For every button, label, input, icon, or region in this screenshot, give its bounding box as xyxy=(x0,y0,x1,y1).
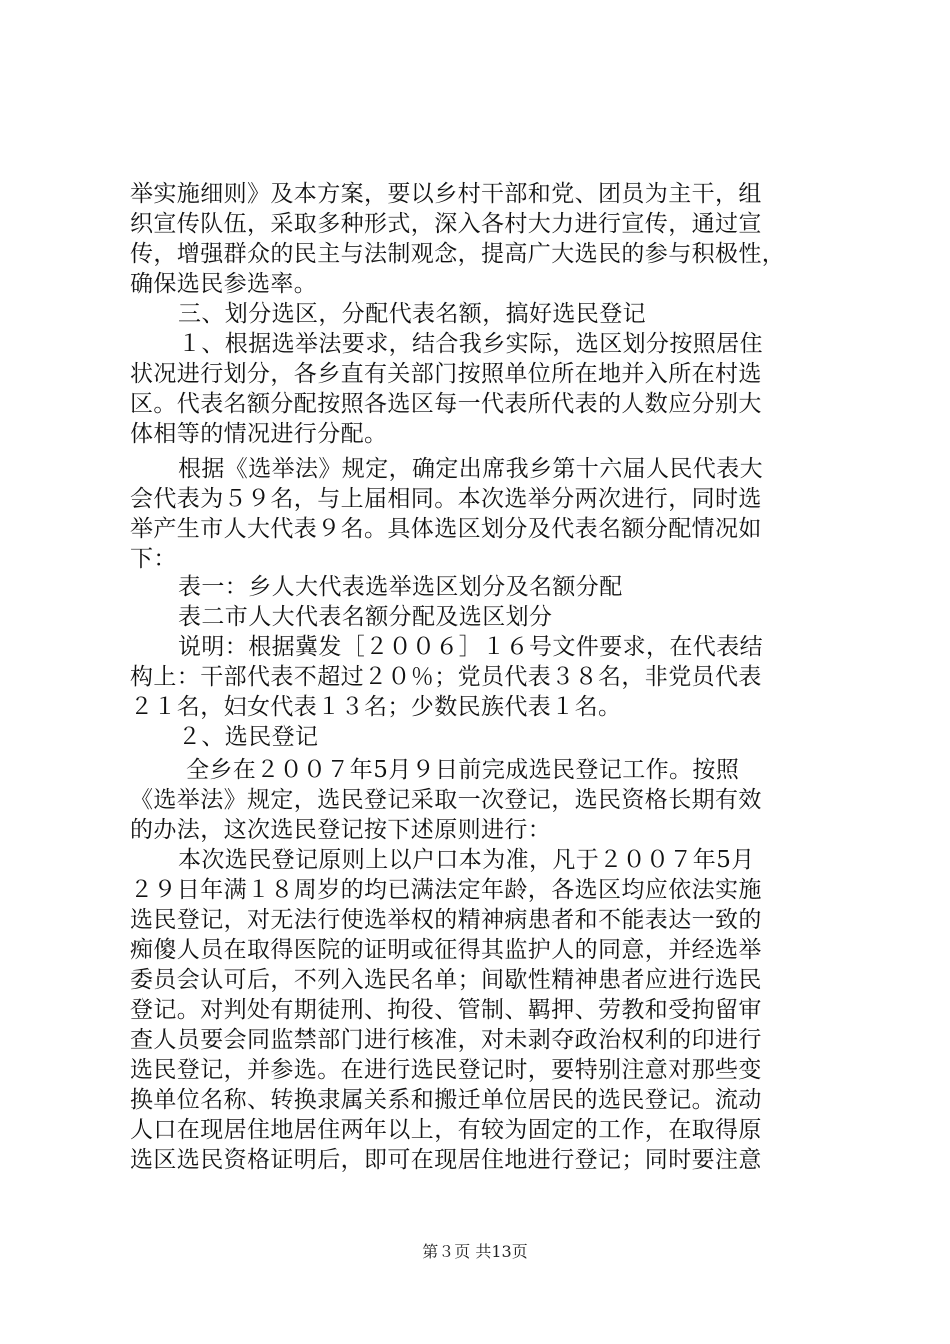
body-line: 选区选民资格证明后，即可在现居住地进行登记；同时要注意 xyxy=(130,1147,762,1173)
body-line: 举实施细则》及本方案，要以乡村干部和党、团员为主干，组 xyxy=(130,181,762,207)
body-line: 查人员要会同监禁部门进行核准，对未剥夺政治权利的印进行 xyxy=(130,1027,762,1053)
body-line: 根据《选举法》规定，确定出席我乡第十六届人民代表大 xyxy=(178,456,763,482)
body-line: 选民登记，并参选。在进行选民登记时，要特别注意对那些变 xyxy=(130,1057,762,1083)
section-heading: 三、划分选区，分配代表名额，搞好选民登记 xyxy=(178,301,646,327)
body-line: 全乡在２００７年5月９日前完成选民登记工作。按照 xyxy=(186,757,740,783)
body-line: 本次选民登记原则上以户口本为准，凡于２００７年5月 xyxy=(178,847,755,873)
body-line: ２９日年满１８周岁的均已满法定年龄，各选区均应依法实施 xyxy=(130,877,762,903)
subsection-heading: ２、选民登记 xyxy=(178,724,319,750)
body-line: 登记。对判处有期徒刑、拘役、管制、羁押、劳教和受拘留审 xyxy=(130,997,762,1023)
body-line: 构上：干部代表不超过２０％；党员代表３８名，非党员代表 xyxy=(130,664,762,690)
page-number-footer: 第３页 共13页 xyxy=(422,1242,528,1261)
body-line: １、根据选举法要求，结合我乡实际，选区划分按照居住 xyxy=(178,331,763,357)
body-line: 确保选民参选率。 xyxy=(130,271,318,297)
body-line: 说明：根据冀发［２００６］１６号文件要求，在代表结 xyxy=(178,634,763,660)
body-line: 人口在现居住地居住两年以上，有较为固定的工作，在取得原 xyxy=(130,1117,762,1143)
body-line: 《选举法》规定，选民登记采取一次登记，选民资格长期有效 xyxy=(130,787,762,813)
body-line: 委员会认可后，不列入选民名单；间歇性精神患者应进行选民 xyxy=(130,967,762,993)
body-line: 换单位名称、转换隶属关系和搬迁单位居民的选民登记。流动 xyxy=(130,1087,762,1113)
body-line: 选民登记，对无法行使选举权的精神病患者和不能表达一致的 xyxy=(130,907,762,933)
body-line: 织宣传队伍，采取多种形式，深入各村大力进行宣传，通过宣 xyxy=(130,211,762,237)
body-line: 会代表为５９名，与上届相同。本次选举分两次进行，同时选 xyxy=(130,486,762,512)
body-line: 痴傻人员在取得医院的证明或征得其监护人的同意，并经选举 xyxy=(130,937,762,963)
body-line: 下： xyxy=(130,546,177,572)
table-reference: 表二市人大代表名额分配及选区划分 xyxy=(178,604,553,630)
body-line: 举产生市人大代表９名。具体选区划分及代表名额分配情况如 xyxy=(130,516,762,542)
body-line: 的办法，这次选民登记按下述原则进行： xyxy=(130,817,552,843)
body-line: 区。代表名额分配按照各选区每一代表所代表的人数应分别大 xyxy=(130,391,762,417)
body-line: ２１名，妇女代表１３名；少数民族代表１名。 xyxy=(130,694,622,720)
body-line: 传，增强群众的民主与法制观念，提高广大选民的参与积极性， xyxy=(130,241,786,267)
table-reference: 表一：乡人大代表选举选区划分及名额分配 xyxy=(178,574,623,600)
body-line: 体相等的情况进行分配。 xyxy=(130,421,388,447)
body-line: 状况进行划分，各乡直有关部门按照单位所在地并入所在村选 xyxy=(130,361,762,387)
